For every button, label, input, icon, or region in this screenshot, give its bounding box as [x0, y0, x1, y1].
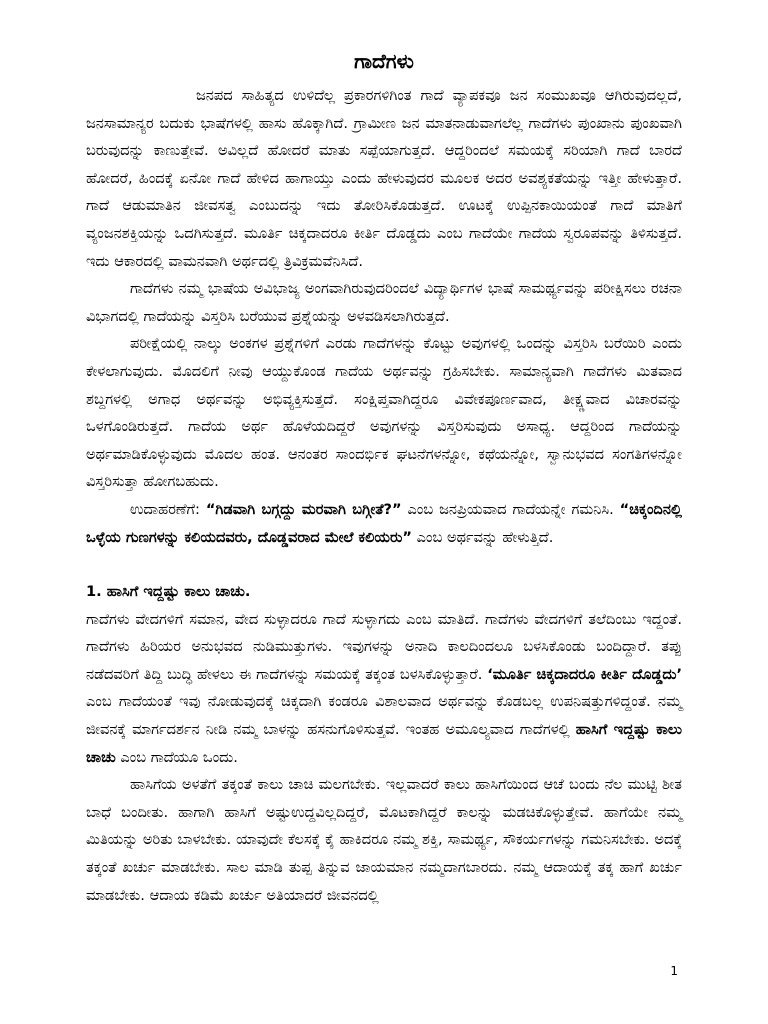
page-number: 1: [670, 964, 678, 978]
example-proverb-quote: “ಗಿಡವಾಗಿ ಬಗ್ಗದ್ದು ಮರವಾಗಿ ಬಗ್ಗೀತೆ?”: [205, 500, 402, 518]
section-text-b: ಎಂಬ ಗಾದೆಯಂತೆ ಇವು ನೋಡುವುದಕ್ಕೆ ಚಿಕ್ಕದಾಗಿ ಕಂಡರೂ ವಿಶಾಲವಾದ ಅರ್ಥವನ್ನು ಕೊಡಬಲ್ಲ ಉಪನಿಷತ್ತುಗಳಿದ್ದಂತೆ. ನಮ್ಮ ಜೀವನಕ್ಕೆ ಮಾರ್ಗದರ್ಶನ ನೀಡಿ ನಮ್ಮ ಬಾಳನ್ನು ಹಸನುಗೊಳಿಸುತ್ತವೆ. ಇಂತಹ ಅಮೂಲ್ಯವಾದ ಗಾದೆಗಳಲ್ಲಿ: [86, 693, 682, 739]
example-suffix: ಎಂಬ ಅರ್ಥವನ್ನು ಹೇಳುತ್ತಿದೆ.: [411, 528, 554, 546]
page-title: ಗಾದೆಗಳು: [354, 49, 414, 73]
intro-paragraph: ಜನಪದ ಸಾಹಿತ್ಯದ ಉಳಿದೆಲ್ಲ ಪ್ರಕಾರಗಳಿಗಿಂತ ಗಾದೆ ವ್ಯಾಪಕವೂ ಜನ ಸಂಮುಖವೂ ಆಗಿರುವುದಲ್ಲದೆ, ಜನಸಾಮಾನ್ಯರ ಬದುಕು ಭಾಷೆಗಳಲ್ಲಿ ಹಾಸು ಹೊಕ್ಕಾಗಿದೆ. ಗ್ರಾಮೀಣ ಜನ ಮಾತನಾಡುವಾಗಲೆಲ್ಲ ಗಾದೆಗಳು ಪುಂಖಾನು ಪುಂಖವಾಗಿ ಬರುವುದನ್ನು ಕಾಣುತ್ತೇವೆ. ಅವಿಲ್ಲದೆ ಹೋದರೆ ಮಾತು ಸಪ್ಪೆಯಾಗುತ್ತದೆ. ಆದ್ದರಿಂದಲೆ ಸಮಯಕ್ಕೆ ಸರಿಯಾಗಿ ಗಾದೆ ಬಾರದೆ ಹೋದರೆ, ಹಿಂದಕ್ಕೆ ಏನೋ ಗಾದೆ ಹೇಳಿದ ಹಾಗಾಯ್ತು ಎಂದು ಹೇಳುವುದರ ಮೂಲಕ ಅದರ ಅವಶ್ಯಕತೆಯನ್ನು ಇತ್ತೀ ಹೇಳುತ್ತಾರೆ. ಗಾದೆ ಆಡುಮಾತಿನ ಜೀವಸತ್ವ ಎಂಬುದನ್ನು ಇದು ತೋರಿಸಿಕೊಡುತ್ತದೆ. ಊಟಕ್ಕೆ ಉಪ್ಪಿನಕಾಯಿಯಂತೆ ಗಾದೆ ಮಾತಿಗೆ ವ್ಯಂಜನಶಕ್ತಿಯನ್ನು ಒದಗಿಸುತ್ತದೆ. ಮೂರ್ತಿ ಚಿಕ್ಕದಾದರೂ ಕೀರ್ತಿ ದೊಡ್ಡದು ಎಂಬ ಗಾದೆಯೇ ಗಾದೆಯ ಸ್ವರೂಪವನ್ನು ತಿಳಿಸುತ್ತದೆ. ಇದು ಆಕಾರದಲ್ಲಿ ವಾಮನವಾಗಿ ಅರ್ಥದಲ್ಲಿ ತ್ರಿವಿಕ್ರಮವೆನಿಸಿದೆ.: [86, 87, 682, 270]
section-text-c: ಎಂಬ ಗಾದೆಯೂ ಒಂದು.: [115, 748, 238, 766]
example-meaning-quote: “ಚಿಕ್ಕಂದಿನಲ್ಲಿ ಒಳ್ಳೆಯ ಗುಣಗಳನ್ನು ಕಲಿಯದವರು, ದೊಡ್ಡವರಾದ ಮೇಲೆ ಕಲಿಯರು”: [86, 500, 683, 546]
section-text-a: ಗಾದೆಗಳು ವೇದಗಳಿಗೆ ಸಮಾನ, ವೇದ ಸುಳ್ಳಾದರೂ ಗಾದೆ ಸುಳ್ಳಾಗದು ಎಂಬ ಮಾತಿದೆ. ಗಾದೆಗಳು ವೇದಗಳಿಗೆ ತಲೆದಿಂಬು ಇದ್ದಂತೆ. ಗಾದೆಗಳು ಹಿರಿಯರ ಅನುಭವದ ನುಡಿಮುತ್ತುಗಳು. ಇವುಗಳನ್ನು ಅನಾದಿ ಕಾಲದಿಂದಲೂ ಬಳಸಿಕೊಂಡು ಬಂದಿದ್ದಾರೆ. ತಪ್ಪು ನಡೆದವರಿಗೆ ತಿದ್ದಿ ಬುದ್ಧಿ ಹೇಳಲು ಈ ಗಾದೆಗಳನ್ನು ಸಮಯಕ್ಕೆ ತಕ್ಕಂತ ಬಳಸಿಕೊಳ್ಳುತ್ತಾರೆ.: [86, 610, 682, 683]
section-heading: 1. ಹಾಸಿಗೆ ಇದ್ದಷ್ಟು ಕಾಲು ಚಾಚು.: [86, 583, 251, 601]
method-paragraph: ಪರೀಕ್ಷೆಯಲ್ಲಿ ನಾಲ್ಕು ಅಂಕಗಳ ಪ್ರಶ್ನೆಗಳಿಗೆ ಎರಡು ಗಾದೆಗಳನ್ನು ಕೊಟ್ಟು ಅವುಗಳಲ್ಲಿ ಒಂದನ್ನು ವಿಸ್ತರಿಸಿ ಬರೆಯಿರಿ ಎಂದು ಕೇಳಲಾಗುವುದು. ಮೊದಲಿಗೆ ನೀವು ಆಯ್ದುಕೊಂಡ ಗಾದೆಯ ಅರ್ಥವನ್ನು ಗ್ರಹಿಸಬೇಕು. ಸಾಮಾನ್ಯವಾಗಿ ಗಾದೆಗಳು ಮಿತವಾದ ಶಬ್ದಗಳಲ್ಲಿ ಅಗಾಧ ಅರ್ಥವನ್ನು ಅಭಿವ್ಯಕ್ತಿಸುತ್ತದೆ. ಸಂಕ್ಷಿಪ್ತವಾಗಿದ್ದರೂ ವಿವೇಕಪೂರ್ಣವಾದ, ತೀಕ್ಷ್ಣವಾದ ವಿಚಾರವನ್ನು ಒಳಗೊಂಡಿರುತ್ತದೆ. ಗಾದೆಯ ಅರ್ಥ ಹೊಳೆಯದಿದ್ದರೆ ಅವುಗಳನ್ನು ವಿಸ್ತರಿಸುವುದು ಅಸಾಧ್ಯ. ಆದ್ದರಿಂದ ಗಾದೆಯನ್ನು ಅರ್ಥಮಾಡಿಕೊಳ್ಳುವುದು ಮೊದಲ ಹಂತ. ಆನಂತರ ಸಾಂದರ್ಭಿಕ ಘಟನೆಗಳನ್ನೋ, ಕಥೆಯನ್ನೋ, ಸ್ವಾನುಭವದ ಸಂಗತಿಗಳನ್ನೋ ವಿಸ್ತರಿಸುತ್ತಾ ಹೋಗಬಹುದು.: [86, 335, 682, 491]
section-bold-proverb: ‘ಮೂರ್ತಿ ಚಿಕ್ಕದಾದರೂ ಕೀರ್ತಿ ದೊಡ್ಡದು’: [487, 665, 683, 683]
section-paragraph: [86, 606, 682, 772]
example-mid: ಎಂಬ ಜನಪ್ರಿಯವಾದ ಗಾದೆಯನ್ನೇ ಗಮನಿಸಿ.: [401, 500, 620, 518]
example-paragraph: [86, 496, 682, 551]
example-prefix: ಉದಾಹರಣೆಗೆ:: [130, 500, 206, 518]
exam-paragraph: ಗಾದೆಗಳು ನಮ್ಮ ಭಾಷೆಯ ಅವಿಭಾಜ್ಯ ಅಂಗವಾಗಿರುವುದರಿಂದಲೆ ವಿದ್ಯಾರ್ಥಿಗಳ ಭಾಷೆ ಸಾಮರ್ಥ್ಯವನ್ನು ಪರೀಕ್ಷಿಸಲು ರಚನಾ ವಿಭಾಗದಲ್ಲಿ ಗಾದೆಯನ್ನು ವಿಸ್ತರಿಸಿ ಬರೆಯುವ ಪ್ರಶ್ನೆಯನ್ನು ಅಳವಡಿಸಲಾಗಿರುತ್ತದೆ.: [86, 280, 682, 325]
section-paragraph-2: ಹಾಸಿಗೆಯ ಅಳತೆಗೆ ತಕ್ಕಂತೆ ಕಾಲು ಚಾಚಿ ಮಲಗಬೇಕು. ಇಲ್ಲವಾದರೆ ಕಾಲು ಹಾಸಿಗೆಯಿಂದ ಆಚೆ ಬಂದು ನೆಲ ಮುಟ್ಟಿ ಶೀತ ಬಾಧೆ ಬಂದೀತು. ಹಾಗಾಗಿ ಹಾಸಿಗೆ ಅಷ್ಟುಉದ್ದವಿಲ್ಲದಿದ್ದರೆ, ಮೊಟಕಾಗಿದ್ದರೆ ಕಾಲನ್ನು ಮಡಚಿಕೊಳ್ಳುತ್ತೇವೆ. ಹಾಗೆಯೇ ನಮ್ಮ ಮಿತಿಯನ್ನು ಅರಿತು ಬಾಳಬೇಕು. ಯಾವುದೇ ಕೆಲಸಕ್ಕೆ ಕೈ ಹಾಕಿದರೂ ನಮ್ಮ ಶಕ್ತಿ, ಸಾಮರ್ಥ್ಯ, ಸೌಕರ್ಯಗಳನ್ನು ಗಮನಿಸಬೇಕು. ಅದಕ್ಕೆ ತಕ್ಕಂತೆ ಖರ್ಚು ಮಾಡಬೇಕು. ಸಾಲ ಮಾಡಿ ತುಪ್ಪ ತಿನ್ನುವ ಜಾಯಮಾನ ನಮ್ಮದಾಗಬಾರದು. ನಮ್ಮ ಆದಾಯಕ್ಕೆ ತಕ್ಕ ಹಾಗೆ ಖರ್ಚು ಮಾಡಬೇಕು. ಆದಾಯ ಕಡಿಮೆ ಖರ್ಚು ಅತಿಯಾದರೆ ಜೀವನದಲ್ಲಿ: [86, 776, 682, 904]
document-body: [86, 46, 682, 909]
section-bold-proverb-2: ಹಾಸಿಗೆ ಇದ್ದಷ್ಟು ಕಾಲು ಚಾಚು: [86, 721, 682, 766]
